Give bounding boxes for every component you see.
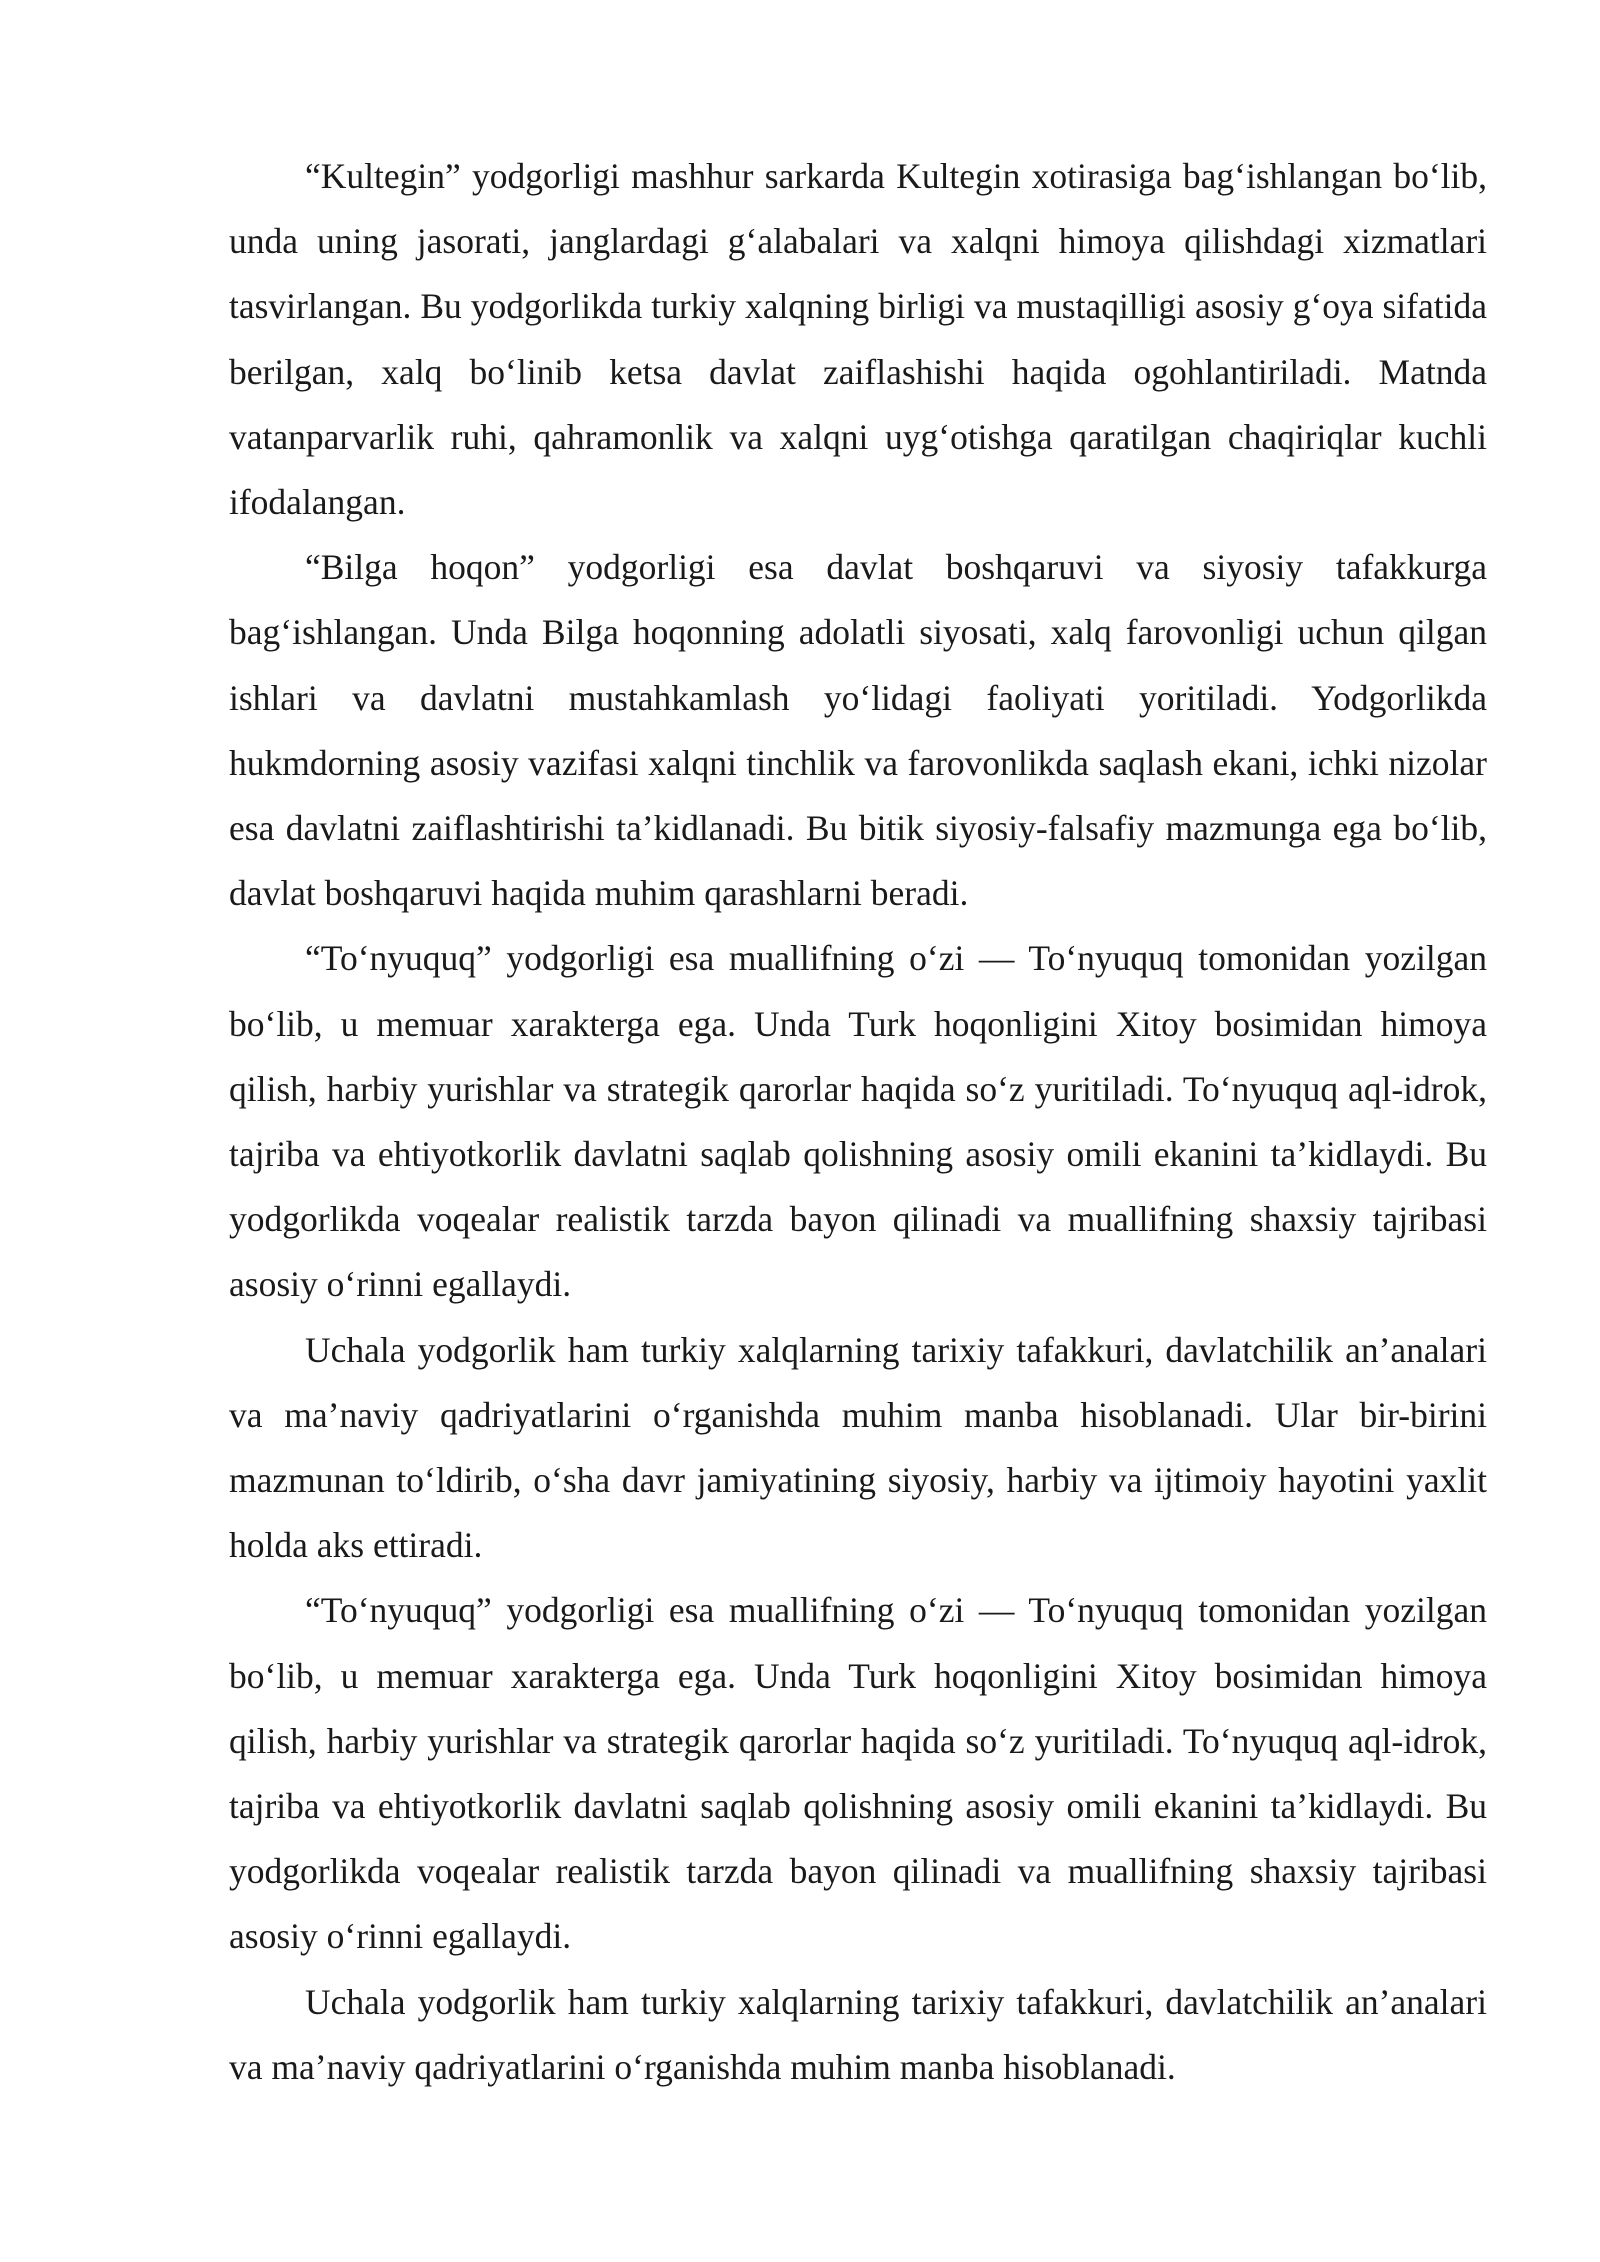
paragraph-uchala-yodgorlik: Uchala yodgorlik ham turkiy xalqlarning tarixiy tafakkuri, davlatchilik an’analari va ma’naviy qadriyatlarini o‘rganishda muhim manba hisoblanadi. Ular bir-birini mazmunan to‘ldirib, o‘sha davr jamiyatining siyosiy, harbiy va ijtimoiy hayotini yaxlit holda aks ettiradi.	[229, 1329, 1487, 1566]
paragraph-tonyuquq-repeat: “To‘nyuquq” yodgorligi esa muallifning o‘zi — To‘nyuquq tomonidan yozilgan bo‘lib, u memuar xarakterga ega. Unda Turk hoqonligini Xitoy bosimidan himoya qilish, harbiy yurishlar va strategik qarorlar haqida so‘z yuritiladi. To‘nyuquq aql-idrok, tajriba va ehtiyotkorlik davlatni saqlab qolishning asosiy omili ekanini ta’kidlaydi. Bu yodgorlikda voqealar realistik tarzda bayon qilinadi va muallifning shaxsiy tajribasi asosiy o‘rinni egallaydi.	[229, 1590, 1487, 1957]
paragraph-uchala-yodgorlik-repeat: Uchala yodgorlik ham turkiy xalqlarning tarixiy tafakkuri, davlatchilik an’analari va ma’naviy qadriyatlarini o‘rganishda muhim manba hisoblanadi.	[229, 1981, 1487, 2087]
paragraph-kultegin: “Kultegin” yodgorligi mashhur sarkarda Kultegin xotirasiga bag‘ishlangan bo‘lib, unda uning jasorati, janglardagi g‘alabalari va xalqni himoya qilishdagi xizmatlari tasvirlangan. Bu yodgorlikda turkiy xalqning birligi va mustaqilligi asosiy g‘oya sifatida berilgan, xalq bo‘linib ketsa davlat zaiflashishi haqida ogohlantiriladi. Matnda vatanparvarlik ruhi, qahramonlik va xalqni uyg‘otishga qaratilgan chaqiriqlar kuchli ifodalangan.	[229, 156, 1487, 523]
paragraph-tonyuquq: “To‘nyuquq” yodgorligi esa muallifning o‘zi — To‘nyuquq tomonidan yozilgan bo‘lib, u memuar xarakterga ega. Unda Turk hoqonligini Xitoy bosimidan himoya qilish, harbiy yurishlar va strategik qarorlar haqida so‘z yuritiladi. To‘nyuquq aql-idrok, tajriba va ehtiyotkorlik davlatni saqlab qolishning asosiy omili ekanini ta’kidlaydi. Bu yodgorlikda voqealar realistik tarzda bayon qilinadi va muallifning shaxsiy tajribasi asosiy o‘rinni egallaydi.	[229, 938, 1487, 1305]
document-body	[229, 144, 1487, 2100]
paragraph-bilga-hoqon: “Bilga hoqon” yodgorligi esa davlat boshqaruvi va siyosiy tafakkurga bag‘ishlangan. Unda Bilga hoqonning adolatli siyosati, xalq farovonligi uchun qilgan ishlari va davlatni mustahkamlash yo‘lidagi faoliyati yoritiladi. Yodgorlikda hukmdorning asosiy vazifasi xalqni tinchlik va farovonlikda saqlash ekani, ichki nizolar esa davlatni zaiflashtirishi ta’kidlanadi. Bu bitik siyosiy-falsafiy mazmunga ega bo‘lib, davlat boshqaruvi haqida muhim qarashlarni beradi.	[229, 547, 1487, 914]
